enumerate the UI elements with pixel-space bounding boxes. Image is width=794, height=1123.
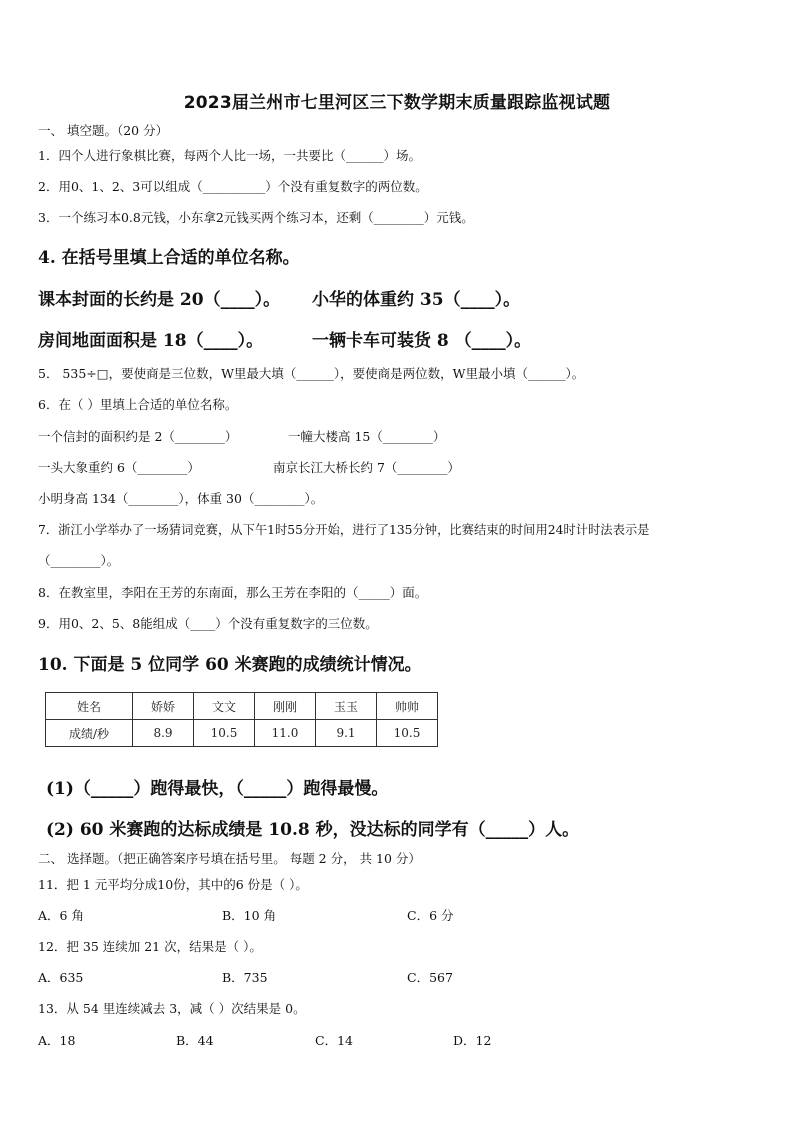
- table-cell: 文文: [194, 693, 255, 720]
- table-cell: 帅帅: [377, 693, 438, 720]
- question-4d: 一辆卡车可装货 8 （____）。: [312, 331, 532, 351]
- section-two-heading: 二、 选择题。（把正确答案序号填在括号里。 每题 2 分， 共 10 分）: [38, 851, 421, 866]
- question-10-part-1: (1)（_____）跑得最快，（_____）跑得最慢。: [46, 779, 389, 799]
- table-cell: 10.5: [194, 720, 255, 747]
- question-10-part-2: (2) 60 米赛跑的达标成绩是 10.8 秒，没达标的同学有（_____）人。: [46, 820, 580, 840]
- question-2: 2．用0、1、2、3可以组成（__________）个没有重复数字的两位数。: [38, 179, 428, 194]
- question-12: 12．把 35 连续加 21 次，结果是（ ）。: [38, 939, 262, 954]
- question-6: 6．在（ ）里填上合适的单位名称。: [38, 397, 238, 412]
- page-title: 2023届兰州市七里河区三下数学期末质量跟踪监视试题: [183, 93, 611, 113]
- table-cell: 娇娇: [133, 693, 194, 720]
- question-1: 1．四个人进行象棋比赛，每两个人比一场，一共要比（______）场。: [38, 148, 421, 163]
- question-9: 9．用0、2、5、8能组成（____）个没有重复数字的三位数。: [38, 616, 378, 631]
- question-6d: 南京长江大桥长约 7（________）: [273, 460, 460, 475]
- table-cell: 成绩/秒: [46, 720, 133, 747]
- score-table: [45, 692, 438, 747]
- question-11: 11．把 1 元平均分成10份，其中的6 份是（ ）。: [38, 877, 308, 892]
- question-5: 5． 535÷□，要使商是三位数，W里最大填（______），要使商是两位数，W里最小填（______）。: [38, 366, 585, 381]
- table-cell: 10.5: [377, 720, 438, 747]
- table-cell: 刚刚: [255, 693, 316, 720]
- question-4c: 房间地面面积是 18（____）。: [38, 331, 264, 351]
- question-12-option-a: A．635: [38, 970, 84, 985]
- question-12-option-c: C．567: [407, 970, 453, 985]
- question-6c: 一头大象重约 6（________）: [38, 460, 200, 475]
- table-cell: 9.1: [316, 720, 377, 747]
- question-13-option-d: D．12: [453, 1033, 492, 1048]
- question-6a: 一个信封的面积约是 2（________）: [38, 429, 238, 444]
- section-one-heading: 一、 填空题。（20 分）: [38, 123, 169, 138]
- table-cell: 11.0: [255, 720, 316, 747]
- table-cell: 玉玉: [316, 693, 377, 720]
- question-7-blank: （________）。: [38, 553, 120, 568]
- question-11-option-c: C．6 分: [407, 908, 454, 923]
- question-13: 13．从 54 里连续减去 3，减（ ）次结果是 0。: [38, 1001, 306, 1016]
- question-13-option-c: C．14: [315, 1033, 353, 1048]
- table-row: [46, 720, 438, 747]
- question-3: 3．一个练习本0.8元钱，小东拿2元钱买两个练习本，还剩（________）元钱。: [38, 210, 474, 225]
- table-cell: 姓名: [46, 693, 133, 720]
- question-6b: 一幢大楼高 15（________）: [288, 429, 446, 444]
- table-row: [46, 693, 438, 720]
- question-6e: 小明身高 134（________），体重 30（________）。: [38, 491, 324, 506]
- question-11-option-a: A．6 角: [38, 908, 84, 923]
- question-13-option-b: B．44: [176, 1033, 214, 1048]
- question-11-option-b: B．10 角: [222, 908, 277, 923]
- question-4b: 小华的体重约 35（____）。: [312, 290, 521, 310]
- question-7: 7．浙江小学举办了一场猜词竞赛，从下午1时55分开始，进行了135分钟，比赛结束的时间用24时计时法表示是: [38, 523, 650, 537]
- question-8: 8．在教室里，李阳在王芳的东南面，那么王芳在李阳的（_____）面。: [38, 585, 428, 600]
- question-12-option-b: B．735: [222, 970, 268, 985]
- table-cell: 8.9: [133, 720, 194, 747]
- question-10: 10. 下面是 5 位同学 60 米赛跑的成绩统计情况。: [38, 655, 422, 675]
- question-13-option-a: A．18: [38, 1033, 76, 1048]
- question-4: 4. 在括号里填上合适的单位名称。: [38, 248, 300, 268]
- question-4a: 课本封面的长约是 20（____）。: [38, 290, 281, 310]
